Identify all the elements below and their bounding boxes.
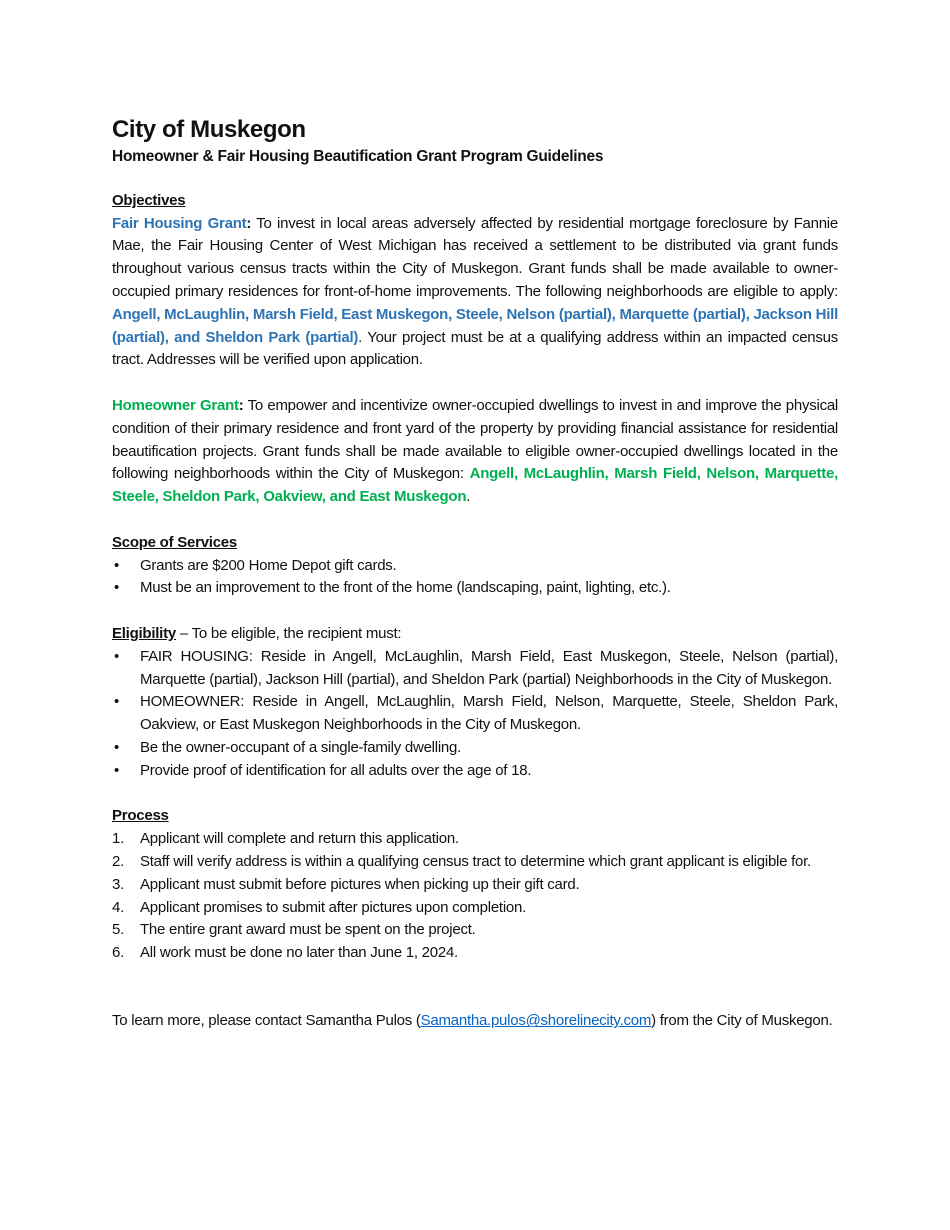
contact-post: ) from the City of Muskegon.	[651, 1012, 833, 1030]
homeowner-label: Homeowner Grant	[112, 396, 239, 414]
document-page	[112, 114, 838, 1033]
item-text: The entire grant award must be spent on the project.	[140, 921, 476, 939]
homeowner-neighborhoods: Angell, McLaughlin, Marsh Field, Nelson, Marquette, Steele, Sheldon Park, Oakview, and East Muskegon	[112, 465, 838, 506]
list-item: • Must be an improvement to the front of the home (landscaping, paint, lighting, etc.).	[112, 577, 838, 600]
fair-housing-neighborhoods: Angell, McLaughlin, Marsh Field, East Muskegon, Steele, Nelson (partial), Marquette (partial), Jackson Hill (partial), and Sheldon Park (partial)	[112, 305, 838, 346]
list-item	[112, 897, 838, 920]
list-item: • Provide proof of identification for all adults over the age of 18.	[112, 760, 838, 783]
list-item: • FAIR HOUSING: Reside in Angell, McLaughlin, Marsh Field, East Muskegon, Steele, Nelson (partial), Marquette (partial), Jackson Hill (partial), and Sheldon Park (partial) Neighborhoods in the City of Muskegon.	[112, 646, 838, 692]
item-text: Applicant promises to submit after pictures upon completion.	[140, 898, 527, 916]
objectives-heading: Objectives	[112, 191, 186, 209]
fair-housing-tail: . Your project must be at a qualifying address within an impacted census tract. Addresses will be verified upon application.	[112, 328, 838, 369]
item-number: 1.	[112, 830, 125, 848]
list-item	[112, 851, 838, 874]
page-title: City of Muskegon	[112, 116, 306, 143]
list-item: • Be the owner-occupant of a single-family dwelling.	[112, 737, 838, 760]
list-item	[112, 828, 838, 851]
contact-email-link[interactable]: Samantha.pulos@shorelinecity.com	[420, 1012, 652, 1030]
list-item	[112, 874, 838, 897]
process-heading: Process	[112, 807, 169, 825]
fair-housing-label: Fair Housing Grant	[112, 214, 247, 232]
homeowner-text: To empower and incentivize owner-occupied dwellings to invest in and improve the physical condition of their primary residence and front yard of the property by providing financial assistance for residential beautification projects. Grant funds shall be made available to eligible owner-occupied dwellings located in the following neighborhoods within the City of Muskegon:	[112, 396, 838, 483]
homeowner-paragraph	[112, 395, 838, 509]
colon: :	[238, 396, 244, 414]
contact-pre: To learn more, please contact Samantha Pulos (	[112, 1012, 421, 1030]
fair-housing-paragraph	[112, 213, 838, 373]
item-text: Staff will verify address is within a qualifying census tract to determine which grant applicant is eligible for.	[140, 852, 811, 870]
eligibility-intro-text: – To be eligible, the recipient must:	[175, 624, 402, 642]
contact-paragraph	[112, 1010, 838, 1033]
scope-heading: Scope of Services	[112, 533, 237, 551]
item-number: 4.	[112, 898, 125, 916]
eligibility-heading: Eligibility	[112, 624, 176, 642]
list-item: • HOMEOWNER: Reside in Angell, McLaughlin, Marsh Field, Nelson, Marquette, Steele, Sheldon Park, Oakview, or East Muskegon Neighborhoods in the City of Muskegon.	[112, 691, 838, 737]
item-number: 6.	[112, 944, 125, 962]
list-item	[112, 919, 838, 942]
process-list	[112, 828, 838, 965]
list-item: • Grants are $200 Home Depot gift cards.	[112, 555, 838, 578]
homeowner-tail: .	[466, 488, 471, 506]
list-item	[112, 942, 838, 965]
item-text: Applicant must submit before pictures when picking up their gift card.	[140, 875, 580, 893]
eligibility-list	[112, 646, 838, 783]
item-text: Applicant will complete and return this application.	[140, 830, 459, 848]
item-text: All work must be done no later than June 1, 2024.	[140, 944, 458, 962]
page-subtitle: Homeowner & Fair Housing Beautification Grant Program Guidelines	[112, 148, 604, 165]
item-number: 2.	[112, 852, 125, 870]
colon: :	[246, 214, 252, 232]
eligibility-intro	[112, 623, 838, 646]
item-number: 5.	[112, 921, 125, 939]
scope-list	[112, 555, 838, 601]
item-number: 3.	[112, 875, 125, 893]
fair-housing-text: To invest in local areas adversely affected by residential mortgage foreclosure by Fannie Mae, the Fair Housing Center of West Michigan has received a settlement to be distributed via grant funds throughout various census tracts within the City of Muskegon. Grant funds shall be made available to owner-occupied primary residences for front-of-home improvements. The following neighborhoods are eligible to apply:	[112, 214, 838, 300]
